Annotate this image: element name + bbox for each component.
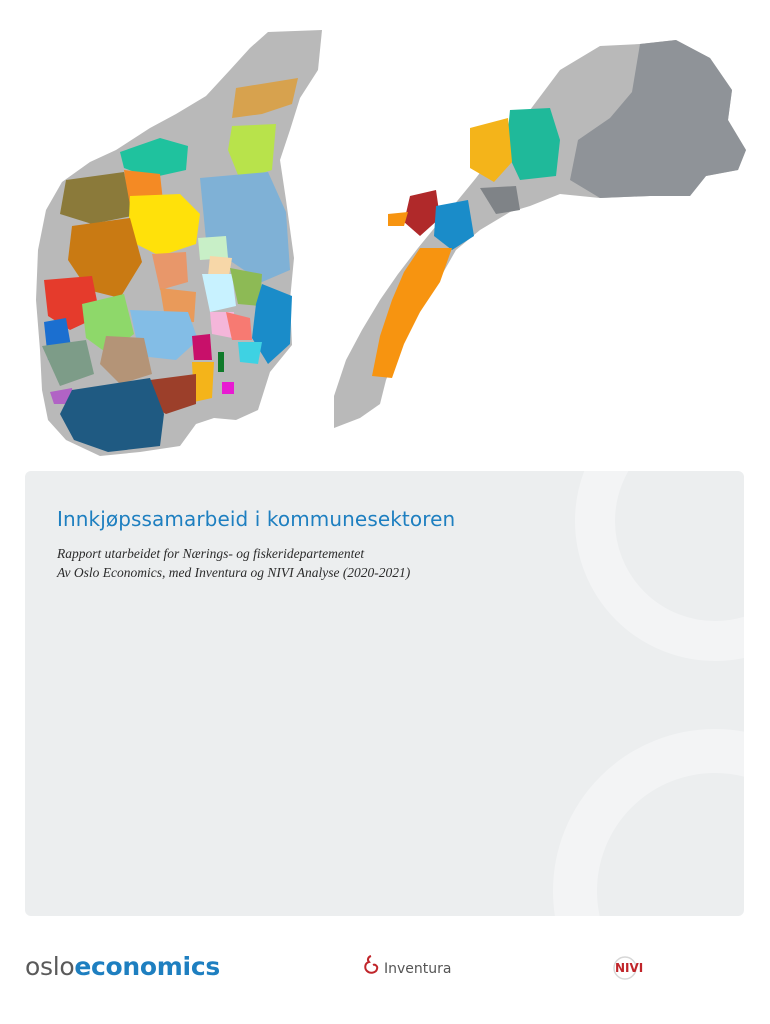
report-title: Innkjøpssamarbeid i kommunesektoren <box>57 507 456 531</box>
nivi-logo <box>611 952 653 987</box>
map-svg <box>0 0 770 470</box>
region-dark-green-small <box>218 352 224 372</box>
nivi-text: NIVI <box>615 961 644 975</box>
report-subtitle-2: Av Oslo Economics, med Inventura og NIVI Analyse (2020-2021) <box>57 565 411 580</box>
norway-map-illustration <box>0 0 770 470</box>
region-magenta-small <box>222 382 234 394</box>
decorative-circles <box>25 471 744 916</box>
inventura-mark-icon <box>362 954 382 978</box>
inventura-text: Inventura <box>384 961 452 977</box>
region-olive <box>60 172 132 224</box>
logo-economics-text: economics <box>74 952 220 981</box>
report-info-panel <box>25 471 744 916</box>
nivi-mark-icon <box>611 952 653 982</box>
region-cyan <box>238 342 262 364</box>
logo-oslo-text: oslo <box>25 952 75 981</box>
region-magenta <box>192 334 212 360</box>
oslo-economics-logo <box>25 952 220 981</box>
report-subtitle-1: Rapport utarbeidet for Nærings- og fiskeridepartementet <box>57 546 365 561</box>
region-orange-small <box>388 212 408 226</box>
inventura-logo <box>362 954 451 978</box>
